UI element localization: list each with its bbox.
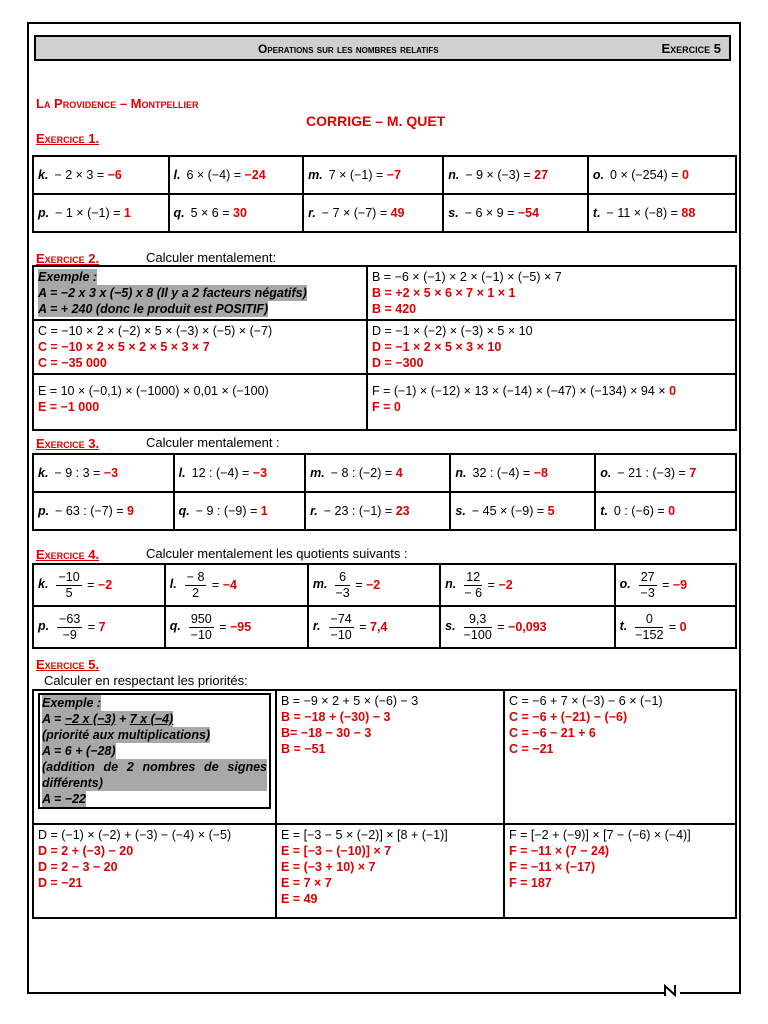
ex2-cell-f: [367, 374, 736, 430]
numerator: −63: [59, 611, 81, 626]
ex3-cell: [33, 492, 174, 530]
denominator: − 6: [464, 585, 483, 600]
ex5-example-cell: [33, 690, 276, 824]
ex4-cell: s. $\frac{9,3}{-100}$ = −0,093: [440, 606, 614, 648]
denominator: −10: [330, 627, 352, 642]
ex5-example-line3: A = 6 + (−28): [42, 744, 116, 758]
ex4-instruction: Calculer mentalement les quotients suivants :: [146, 546, 408, 561]
ex4-cell: k. $\frac{-10}{5}$ = −2: [33, 564, 165, 606]
ex1-cell: [169, 156, 304, 194]
item-answer: −7: [386, 168, 402, 182]
ex5-c-step2: C = −6 − 21 + 6: [509, 726, 596, 740]
item-answer: −24: [244, 168, 266, 182]
ex5-example-product1: −2 x (−3): [64, 712, 116, 726]
ex5-e-step3: E = 7 × 7: [281, 876, 332, 890]
item-letter: n.: [455, 466, 467, 480]
item-answer: −4: [222, 577, 237, 592]
item-answer: 7: [98, 619, 106, 634]
item-letter: s.: [455, 504, 466, 518]
ex3-cell: [450, 454, 595, 492]
denominator: −100: [463, 627, 492, 642]
title-bar: [34, 35, 731, 61]
ex4-label: Exercice 4.: [36, 547, 100, 562]
ex5-example-box: [38, 693, 271, 809]
ex5-example-a: A =: [42, 712, 65, 726]
ex2-example-line1: A = −2 x 3 x (−5) x 8 (Il y a 2 facteurs négatifs): [38, 286, 307, 300]
item-answer: 7,4: [370, 619, 388, 634]
item-question: − 8 : (−2) =: [330, 466, 393, 480]
ex5-example-plus: +: [115, 712, 130, 726]
fraction: [189, 612, 214, 643]
fraction: [464, 612, 492, 643]
ex2-instruction: Calculer mentalement:: [146, 250, 277, 265]
ex3-cell: [174, 454, 305, 492]
item-letter: s.: [448, 206, 459, 220]
item-letter: p.: [38, 504, 50, 518]
ex3-cell: [33, 454, 174, 492]
fraction: [635, 612, 663, 643]
ex5-f-step1: F = −11 × (7 − 24): [509, 844, 610, 858]
item-question: − 2 × 3 =: [54, 168, 105, 182]
ex5-b-answer: B = −51: [281, 742, 326, 756]
item-answer: 1: [260, 504, 268, 518]
item-question: − 1 × (−1) =: [55, 206, 121, 220]
item-answer: −95: [229, 619, 252, 634]
ex1-cell: [443, 194, 588, 232]
item-question: − 6 × 9 =: [464, 206, 515, 220]
ex2-e-answer: E = −1 000: [38, 400, 100, 414]
item-answer: −54: [517, 206, 540, 220]
ex2-example-title: Exemple :: [38, 270, 98, 284]
ex2-label: Exercice 2.: [36, 251, 100, 266]
ex2-cell-d: [367, 320, 736, 374]
ex1-table: [32, 155, 737, 233]
ex2-b-question: B = −6 × (−1) × 2 × (−1) × (−5) × 7: [372, 270, 562, 284]
item-answer: 0: [679, 619, 687, 634]
item-answer: 0: [681, 168, 689, 182]
denominator: −9: [62, 627, 77, 642]
ex2-c-step: C = −10 × 2 × 5 × 2 × 5 × 3 × 7: [38, 340, 210, 354]
ex5-f-answer: F = 187: [509, 876, 552, 890]
numerator: −74: [330, 611, 352, 626]
item-answer: −6: [107, 168, 122, 182]
fraction: [185, 570, 207, 601]
item-answer: 0: [668, 504, 676, 518]
ex1-cell: [443, 156, 588, 194]
item-question: 12 : (−4) =: [191, 466, 250, 480]
item-letter: n.: [448, 168, 460, 182]
item-letter: q.: [178, 504, 190, 518]
ex1-cell: [33, 194, 169, 232]
ex4-cell: t. $\frac{0}{-152}$ = 0: [615, 606, 736, 648]
item-answer: −3: [252, 466, 268, 480]
numerator: 0: [635, 612, 663, 628]
item-answer: −2: [97, 577, 113, 592]
item-letter: m.: [310, 466, 325, 480]
item-answer: 23: [395, 504, 410, 518]
denominator: −3: [640, 585, 655, 600]
item-answer: 88: [681, 206, 696, 220]
ex5-example-line2: (priorité aux multiplications): [42, 728, 211, 742]
ex5-label: Exercice 5.: [36, 657, 100, 672]
numerator: 12: [466, 569, 481, 584]
ex2-e-question: E = 10 × (−0,1) × (−1000) × 0,01 × (−100): [38, 384, 269, 398]
ex1-label: Exercice 1.: [36, 131, 100, 146]
item-answer: 7: [689, 466, 697, 480]
item-question: 6 × (−4) =: [186, 168, 242, 182]
item-letter: t.: [592, 206, 601, 220]
ex2-c-answer: C = −35 000: [38, 356, 107, 370]
item-answer: 9: [127, 504, 134, 518]
item-answer: −0,093: [508, 619, 547, 634]
item-letter: k.: [38, 168, 49, 182]
corrige-title: CORRIGE – M. QUET: [306, 113, 446, 129]
ex5-example-line5: A = −22: [42, 792, 87, 806]
ex1-cell: [169, 194, 304, 232]
ex2-d-step: D = −1 × 2 × 5 × 3 × 10: [372, 340, 502, 354]
ex5-cell-c: [504, 690, 736, 824]
ex5-cell-f: [504, 824, 736, 918]
ex5-d-step1: D = 2 + (−3) − 20: [38, 844, 134, 858]
item-question: 0 : (−6) =: [613, 504, 665, 518]
item-question: 7 × (−1) =: [328, 168, 384, 182]
fraction: [464, 570, 482, 601]
item-question: − 11 × (−8) =: [606, 206, 678, 220]
ex4-cell: q. $\frac{950}{-10}$ = −95: [165, 606, 308, 648]
ex5-e-answer: E = 49: [281, 892, 318, 906]
item-letter: r.: [310, 504, 318, 518]
ex2-cell-b: [367, 266, 736, 320]
ex5-cell-d: [33, 824, 276, 918]
ex5-b-question: B = −9 × 2 + 5 × (−6) − 3: [281, 694, 419, 708]
item-question: − 21 : (−3) =: [617, 466, 686, 480]
page-corner-mark: [664, 983, 680, 997]
ex2-table: [32, 265, 737, 431]
ex5-cell-e: [276, 824, 504, 918]
ex3-cell: [595, 492, 736, 530]
ex4-cell: r. $\frac{-74}{-10}$ = 7,4: [308, 606, 440, 648]
ex5-d-question: D = (−1) × (−2) + (−3) − (−4) × (−5): [38, 828, 232, 842]
item-letter: r.: [312, 619, 321, 634]
fraction: [56, 570, 81, 601]
item-question: 5 × 6 =: [190, 206, 230, 220]
item-letter: o.: [592, 168, 605, 182]
ex5-example-title: Exemple :: [42, 696, 102, 710]
item-letter: p.: [38, 619, 50, 634]
numerator: 950: [190, 611, 212, 626]
ex4-cell: n. $\frac{12}{- 6}$ = −2: [440, 564, 614, 606]
ex2-example-line2: A = + 240 (donc le produit est POSITIF): [38, 302, 269, 316]
item-letter: t.: [619, 619, 628, 634]
ex5-instruction: Calculer en respectant les priorités:: [44, 673, 248, 688]
ex2-f-answer: F = 0: [372, 400, 401, 414]
denominator: −152: [635, 627, 664, 642]
ex5-example-line4: (addition de 2 nombres de signes différents): [42, 760, 267, 790]
ex3-cell: [595, 454, 736, 492]
item-answer: 4: [395, 466, 403, 480]
ex3-label: Exercice 3.: [36, 436, 100, 451]
ex4-cell: l. $\frac{- 8}{2}$ = −4: [165, 564, 308, 606]
denominator: 2: [192, 585, 200, 600]
item-letter: o.: [619, 577, 631, 592]
fraction: [335, 570, 349, 601]
ex5-table: [32, 689, 737, 919]
numerator: − 8: [186, 569, 205, 584]
ex5-example-product2: 7 x (−4): [129, 712, 174, 726]
item-answer: −8: [533, 466, 548, 480]
document-title: Operations sur les nombres relatifs: [258, 42, 439, 56]
item-letter: n.: [445, 577, 457, 592]
numerator: −10: [58, 569, 80, 584]
ex4-cell: o. $\frac{27}{-3}$ = −9: [615, 564, 736, 606]
ex2-example-cell: [33, 266, 367, 320]
ex1-cell: [588, 194, 736, 232]
item-question: − 63 : (−7) =: [55, 504, 124, 518]
item-letter: m.: [312, 577, 328, 592]
ex4-table: [32, 563, 737, 649]
ex3-instruction: Calculer mentalement :: [146, 435, 280, 450]
item-question: 0 × (−254) =: [610, 168, 679, 182]
denominator: −3: [335, 585, 350, 600]
page-frame-bottom: [27, 992, 741, 994]
ex3-cell: [450, 492, 595, 530]
ex2-cell-c: [33, 320, 367, 374]
ex2-f-zero: 0: [669, 384, 677, 398]
numerator: 9,3: [464, 612, 492, 628]
ex3-cell: [174, 492, 305, 530]
ex5-d-step2: D = 2 − 3 − 20: [38, 860, 118, 874]
numerator: 27: [640, 569, 655, 584]
ex5-c-step1: C = −6 + (−21) − (−6): [509, 710, 628, 724]
item-letter: k.: [38, 466, 49, 480]
ex2-b-answer: B = 420: [372, 302, 417, 316]
ex5-b-step2: B= −18 − 30 − 3: [281, 726, 372, 740]
ex5-e-step1: E = [−3 − (−10)] × 7: [281, 844, 392, 858]
ex1-cell: [588, 156, 736, 194]
item-letter: k.: [38, 577, 49, 592]
ex5-c-question: C = −6 + 7 × (−3) − 6 × (−1): [509, 694, 663, 708]
exercise-number: Exercice 5: [661, 41, 721, 56]
denominator: −10: [190, 627, 212, 642]
ex2-b-step: B = +2 × 5 × 6 × 7 × 1 × 1: [372, 286, 516, 300]
item-letter: l.: [173, 168, 181, 182]
item-letter: l.: [178, 466, 186, 480]
fraction: [57, 612, 82, 643]
numerator: 6: [335, 570, 349, 586]
item-letter: q.: [173, 206, 185, 220]
fraction: [329, 612, 354, 643]
ex5-e-question: E = [−3 − 5 × (−2)] × [8 + (−1)]: [281, 828, 448, 842]
ex5-e-step2: E = (−3 + 10) × 7: [281, 860, 376, 874]
item-question: − 9 × (−3) =: [465, 168, 531, 182]
item-answer: 5: [547, 504, 555, 518]
ex3-cell: [305, 454, 450, 492]
item-answer: −3: [103, 466, 119, 480]
school-name: La Providence – Montpellier: [36, 96, 199, 111]
item-letter: s.: [445, 619, 456, 634]
item-letter: m.: [308, 168, 323, 182]
item-question: 32 : (−4) =: [472, 466, 531, 480]
ex2-c-question: C = −10 × 2 × (−2) × 5 × (−3) × (−5) × (−7): [38, 324, 273, 338]
item-answer: −2: [498, 577, 513, 592]
fraction: [639, 570, 657, 601]
denominator: 5: [65, 585, 73, 600]
ex1-cell: [303, 194, 443, 232]
item-question: − 7 × (−7) =: [321, 206, 388, 220]
ex5-b-step1: B = −18 + (−30) − 3: [281, 710, 391, 724]
ex3-cell: [305, 492, 450, 530]
ex5-c-answer: C = −21: [509, 742, 554, 756]
ex5-cell-b: [276, 690, 504, 824]
item-answer: 30: [233, 206, 247, 220]
ex5-f-question: F = [−2 + (−9)] × [7 − (−6) × (−4)]: [509, 828, 691, 842]
item-answer: 49: [390, 206, 405, 220]
item-letter: q.: [169, 619, 181, 634]
item-answer: 1: [123, 206, 131, 220]
ex4-cell: m. $\frac{6}{-3}$ = −2: [308, 564, 440, 606]
ex2-cell-e: [33, 374, 367, 430]
ex5-d-answer: D = −21: [38, 876, 83, 890]
ex4-cell: p. $\frac{-63}{-9}$ = 7: [33, 606, 165, 648]
item-answer: 27: [534, 168, 549, 182]
item-question: − 23 : (−1) =: [323, 504, 393, 518]
item-question: − 9 : (−9) =: [195, 504, 258, 518]
item-letter: t.: [600, 504, 608, 518]
ex3-table: [32, 453, 737, 531]
ex1-cell: [303, 156, 443, 194]
item-letter: r.: [308, 206, 316, 220]
ex2-d-answer: D = −300: [372, 356, 424, 370]
ex5-f-step2: F = −11 × (−17): [509, 860, 596, 874]
ex2-d-question: D = −1 × (−2) × (−3) × 5 × 10: [372, 324, 533, 338]
item-letter: l.: [169, 577, 177, 592]
item-letter: p.: [38, 206, 50, 220]
item-question: − 45 × (−9) =: [471, 504, 545, 518]
item-answer: −2: [365, 577, 381, 592]
ex2-f-question: F = (−1) × (−12) × 13 × (−14) × (−47) × (−134) × 94 ×: [372, 384, 670, 398]
item-answer: −9: [672, 577, 688, 592]
item-question: − 9 : 3 =: [54, 466, 101, 480]
item-letter: o.: [600, 466, 612, 480]
ex1-cell: [33, 156, 169, 194]
